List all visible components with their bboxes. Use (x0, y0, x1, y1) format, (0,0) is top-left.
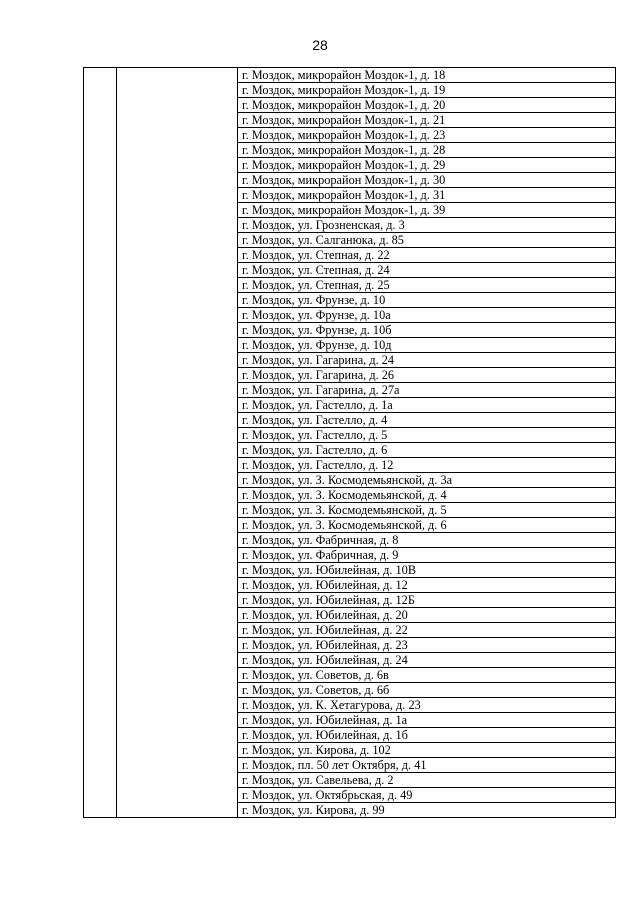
address-cell: г. Моздок, ул. Фрунзе, д. 10а (238, 308, 616, 323)
address-cell: г. Моздок, ул. Степная, д. 24 (238, 263, 616, 278)
address-cell: г. Моздок, ул. З. Космодемьянской, д. 6 (238, 518, 616, 533)
address-cell: г. Моздок, микрорайон Моздок-1, д. 31 (238, 188, 616, 203)
address-cell: г. Моздок, ул. Степная, д. 25 (238, 278, 616, 293)
address-cell: г. Моздок, микрорайон Моздок-1, д. 29 (238, 158, 616, 173)
address-cell: г. Моздок, ул. Грозненская, д. 3 (238, 218, 616, 233)
address-cell: г. Моздок, ул. Юбилейная, д. 24 (238, 653, 616, 668)
address-cell: г. Моздок, ул. З. Космодемьянской, д. 3а (238, 473, 616, 488)
address-cell: г. Моздок, ул. Юбилейная, д. 1б (238, 728, 616, 743)
address-cell: г. Моздок, ул. Юбилейная, д. 1а (238, 713, 616, 728)
address-cell: г. Моздок, ул. Кирова, д. 99 (238, 803, 616, 818)
address-cell: г. Моздок, ул. Гастелло, д. 6 (238, 443, 616, 458)
address-cell: г. Моздок, микрорайон Моздок-1, д. 30 (238, 173, 616, 188)
address-cell: г. Моздок, ул. Савельева, д. 2 (238, 773, 616, 788)
address-cell: г. Моздок, ул. Советов, д. 6б (238, 683, 616, 698)
address-cell: г. Моздок, микрорайон Моздок-1, д. 21 (238, 113, 616, 128)
address-cell: г. Моздок, микрорайон Моздок-1, д. 23 (238, 128, 616, 143)
address-cell: г. Моздок, ул. Кирова, д. 102 (238, 743, 616, 758)
address-cell: г. Моздок, микрорайон Моздок-1, д. 18 (238, 68, 616, 83)
address-cell: г. Моздок, ул. Гастелло, д. 4 (238, 413, 616, 428)
address-cell: г. Моздок, ул. Гагарина, д. 24 (238, 353, 616, 368)
address-cell: г. Моздок, ул. Гастелло, д. 5 (238, 428, 616, 443)
address-cell: г. Моздок, ул. З. Космодемьянской, д. 5 (238, 503, 616, 518)
address-cell: г. Моздок, ул. Гагарина, д. 26 (238, 368, 616, 383)
address-cell: г. Моздок, ул. Советов, д. 6в (238, 668, 616, 683)
address-cell: г. Моздок, ул. К. Хетагурова, д. 23 (238, 698, 616, 713)
address-table (83, 67, 616, 818)
address-cell: г. Моздок, микрорайон Моздок-1, д. 20 (238, 98, 616, 113)
address-cell: г. Моздок, ул. Юбилейная, д. 12 (238, 578, 616, 593)
address-cell: г. Моздок, ул. Гагарина, д. 27а (238, 383, 616, 398)
address-cell: г. Моздок, микрорайон Моздок-1, д. 19 (238, 83, 616, 98)
address-cell: г. Моздок, пл. 50 лет Октября, д. 41 (238, 758, 616, 773)
address-cell: г. Моздок, ул. Гастелло, д. 12 (238, 458, 616, 473)
address-table-body (84, 68, 616, 818)
address-cell: г. Моздок, ул. Юбилейная, д. 22 (238, 623, 616, 638)
address-cell: г. Моздок, ул. Фабричная, д. 8 (238, 533, 616, 548)
page-number: 28 (312, 37, 328, 53)
address-cell: г. Моздок, ул. Юбилейная, д. 10В (238, 563, 616, 578)
address-cell: г. Моздок, микрорайон Моздок-1, д. 39 (238, 203, 616, 218)
address-cell: г. Моздок, ул. Октябрьская, д. 49 (238, 788, 616, 803)
address-cell: г. Моздок, ул. Фрунзе, д. 10 (238, 293, 616, 308)
address-cell: г. Моздок, ул. Степная, д. 22 (238, 248, 616, 263)
address-cell: г. Моздок, ул. Фрунзе, д. 10д (238, 338, 616, 353)
address-cell: г. Моздок, ул. З. Космодемьянской, д. 4 (238, 488, 616, 503)
table-row (84, 68, 616, 83)
address-cell: г. Моздок, ул. Юбилейная, д. 20 (238, 608, 616, 623)
address-cell: г. Моздок, микрорайон Моздок-1, д. 28 (238, 143, 616, 158)
name-cell (117, 68, 238, 818)
number-cell (84, 68, 117, 818)
address-cell: г. Моздок, ул. Гастелло, д. 1а (238, 398, 616, 413)
address-cell: г. Моздок, ул. Юбилейная, д. 12Б (238, 593, 616, 608)
address-cell: г. Моздок, ул. Юбилейная, д. 23 (238, 638, 616, 653)
address-cell: г. Моздок, ул. Салганюка, д. 85 (238, 233, 616, 248)
address-cell: г. Моздок, ул. Фрунзе, д. 10б (238, 323, 616, 338)
address-cell: г. Моздок, ул. Фабричная, д. 9 (238, 548, 616, 563)
